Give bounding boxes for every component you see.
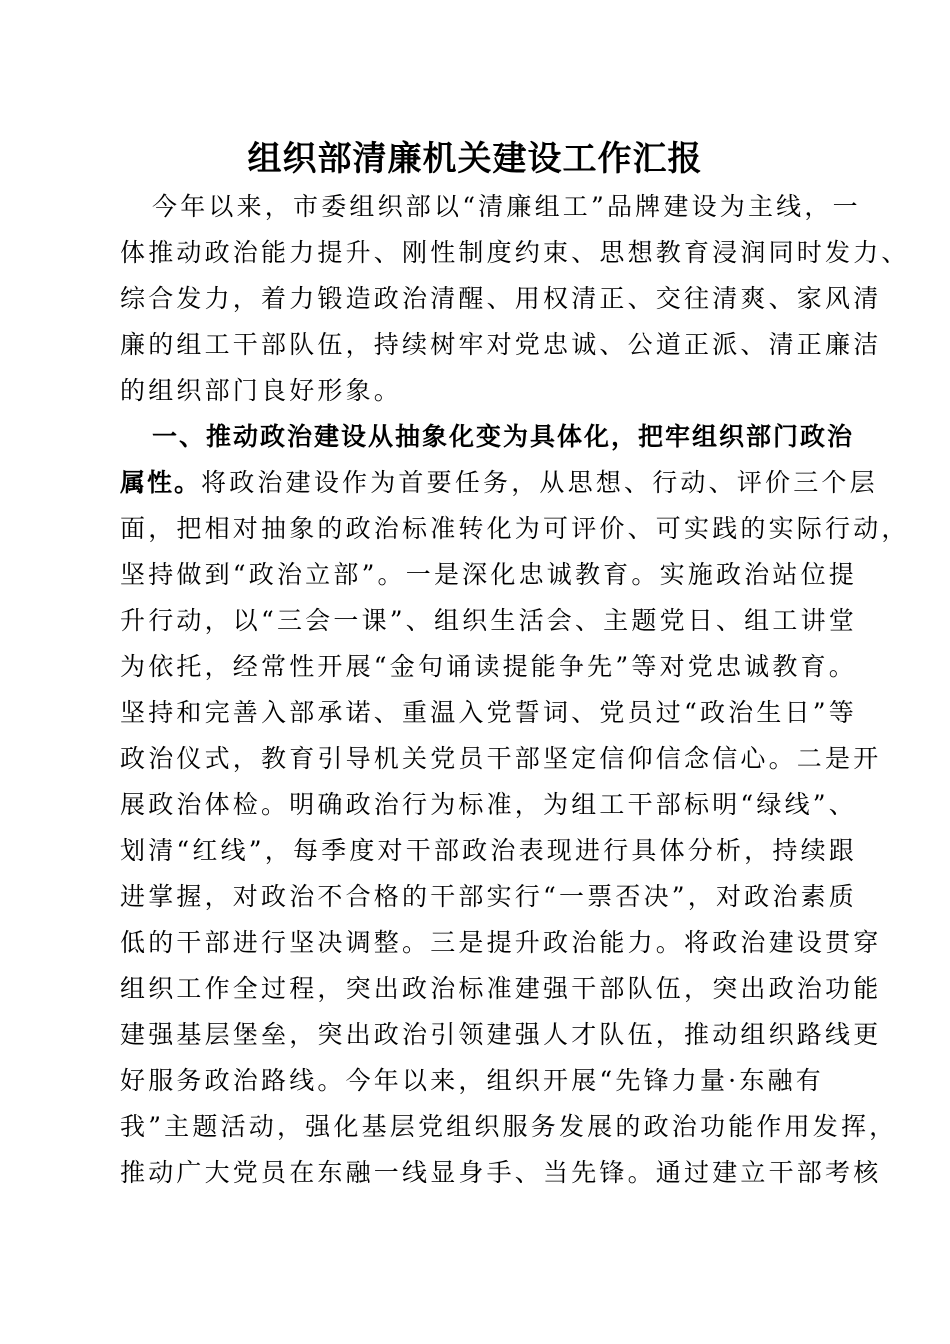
body-line: 政治仪式，教育引导机关党员干部坚定信仰信念信心。二是开	[120, 744, 882, 773]
body-line: 升行动，以“三会一课”、组织生活会、主题党日、组工讲堂	[120, 606, 857, 635]
section-body-start: 将政治建设作为首要任务，从思想、行动、评价三个层	[201, 468, 878, 497]
section-heading-line-2	[120, 460, 878, 506]
intro-line-1: 今年以来，市委组织部以“清廉组工”品牌建设为主线，一	[152, 192, 861, 221]
section-heading-tail: 属性。	[120, 468, 202, 497]
body-line: 划清“红线”，每季度对干部政治表现进行具体分析，持续跟	[120, 836, 857, 865]
body-line: 低的干部进行坚决调整。三是提升政治能力。将政治建设贯穿	[120, 928, 882, 957]
body-line: 面，把相对抽象的政治标准转化为可评价、可实践的实际行动，	[120, 514, 910, 543]
intro-line-2: 体推动政治能力提升、刚性制度约束、思想教育浸润同时发力、	[120, 238, 910, 267]
body-line: 组织工作全过程，突出政治标准建强干部队伍，突出政治功能	[120, 974, 882, 1003]
body-line: 为依托，经常性开展“金句诵读提能争先”等对党忠诚教育。	[120, 652, 857, 681]
intro-line-4: 廉的组工干部队伍，持续树牢对党忠诚、公道正派、清正廉洁	[120, 330, 882, 359]
intro-line-5: 的组织部门良好形象。	[120, 376, 403, 405]
section-heading-text: 一、推动政治建设从抽象化变为具体化，把牢组织部门政治	[152, 422, 855, 451]
body-line: 进掌握，对政治不合格的干部实行“一票否决”，对政治素质	[120, 882, 857, 911]
body-line: 我”主题活动，强化基层党组织服务发展的政治功能作用发挥，	[120, 1112, 898, 1141]
body-line: 展政治体检。明确政治行为标准，为组工干部标明“绿线”、	[120, 790, 857, 819]
body-line: 坚持做到“政治立部”。一是深化忠诚教育。实施政治站位提	[120, 560, 857, 589]
section-heading-line-1	[152, 414, 855, 460]
body-line: 建强基层堡垒，突出政治引领建强人才队伍，推动组织路线更	[120, 1020, 882, 1049]
body-line: 坚持和完善入部承诺、重温入党誓词、党员过“政治生日”等	[120, 698, 857, 727]
intro-line-3: 综合发力，着力锻造政治清醒、用权清正、交往清爽、家风清	[120, 284, 882, 313]
document-title: 组织部清廉机关建设工作汇报	[247, 139, 703, 179]
body-line: 推动广大党员在东融一线显身手、当先锋。通过建立干部考核	[120, 1158, 882, 1187]
body-line: 好服务政治路线。今年以来，组织开展“先锋力量·东融有	[120, 1066, 824, 1095]
